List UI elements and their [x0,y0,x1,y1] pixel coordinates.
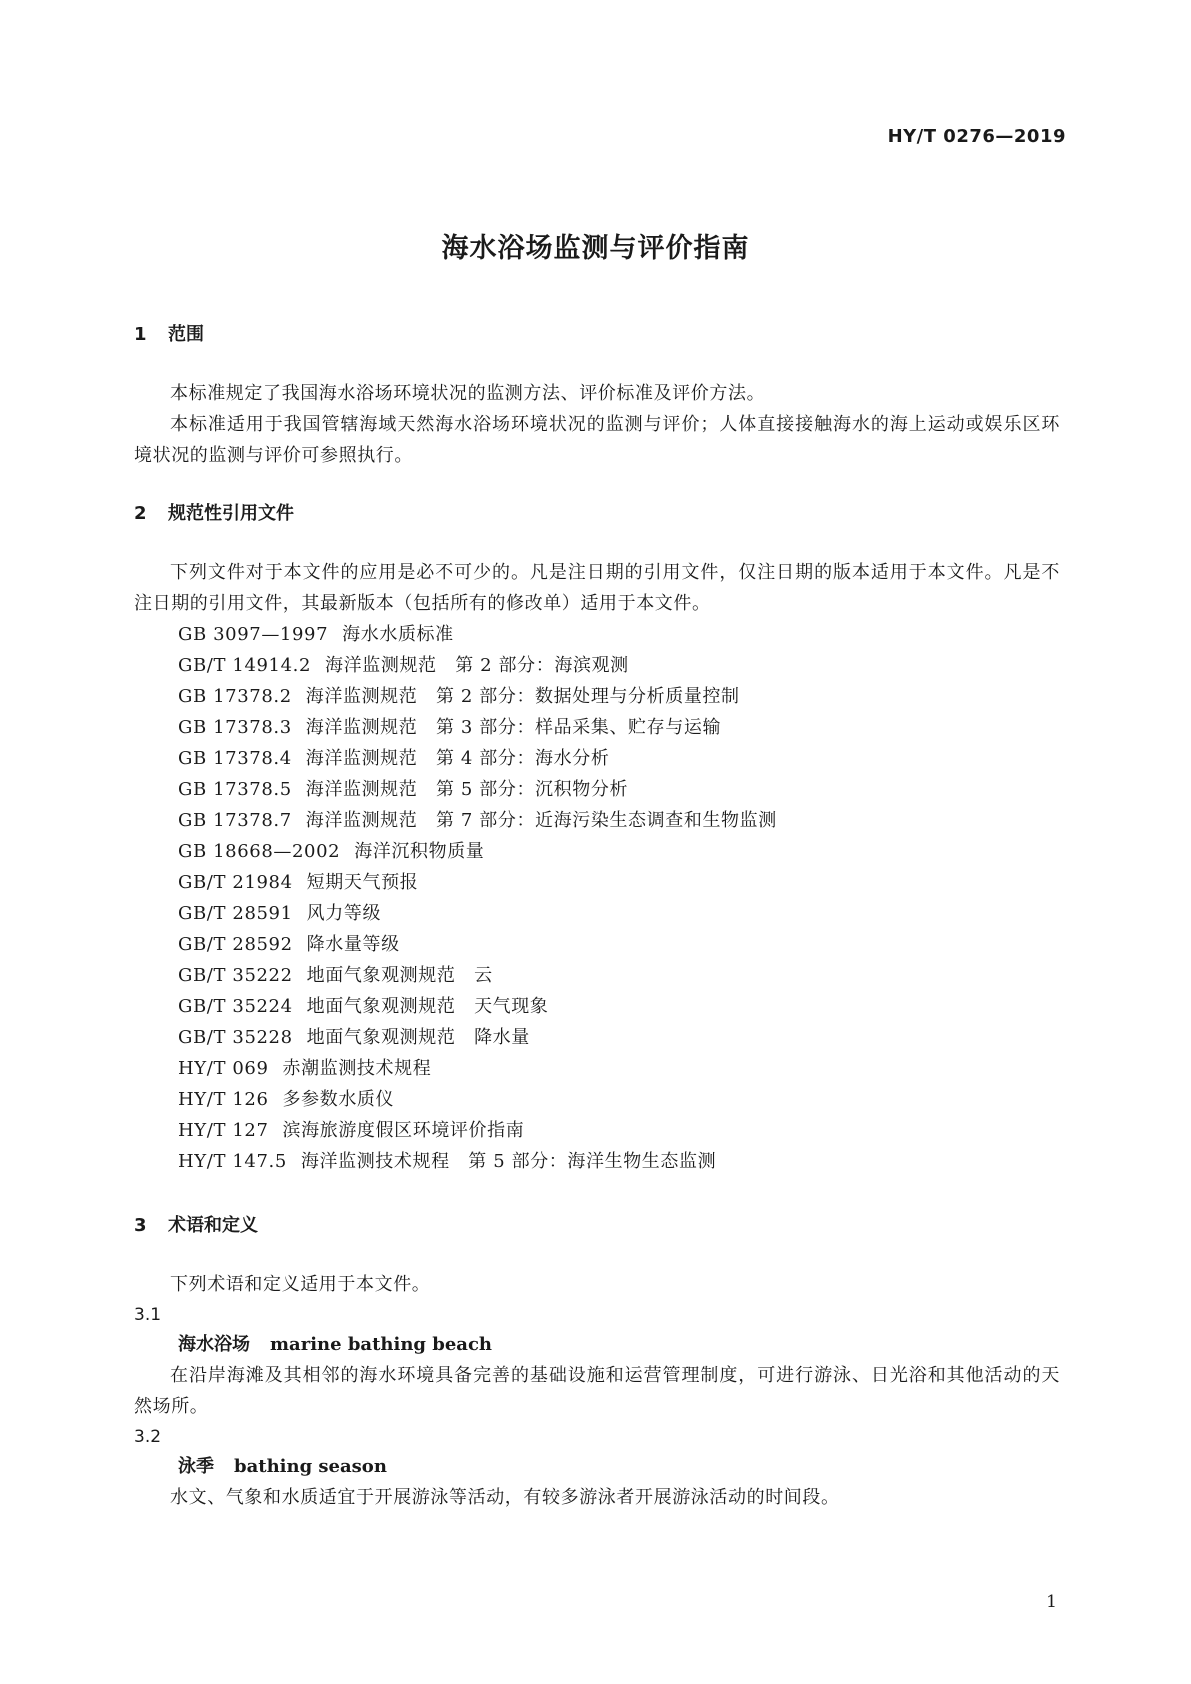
section-title: 规范性引用文件 [168,503,294,524]
section-heading-terms-and-definitions [134,1211,1060,1241]
reference-item [178,867,1060,898]
section-title: 术语和定义 [168,1215,258,1236]
reference-title: 海洋监测规范 第 2 部分：海滨观测 [325,655,629,676]
reference-item [178,1022,1060,1053]
reference-item [178,743,1060,774]
reference-code: GB/T 21984 [178,872,293,893]
reference-title: 海洋沉积物质量 [354,841,485,862]
reference-title: 海洋监测规范 第 3 部分：样品采集、贮存与运输 [305,717,722,738]
reference-code: GB/T 35224 [178,996,293,1017]
reference-title: 地面气象观测规范 云 [306,965,493,986]
terms-and-definitions [134,1269,1060,1513]
document-title: 海水浴场监测与评价指南 [441,233,750,264]
reference-title: 地面气象观测规范 天气现象 [306,996,549,1017]
reference-code: GB/T 14914.2 [178,655,312,676]
reference-item [178,929,1060,960]
term-number: 3.1 [134,1305,162,1325]
reference-item [178,991,1060,1022]
reference-title: 海洋监测规范 第 7 部分：近海污染生态调查和生物监测 [305,810,777,831]
section-number: 3 [134,1215,147,1236]
paragraph: 下列文件对于本文件的应用是必不可少的。凡是注日期的引用文件，仅注日期的版本适用于本文件。凡是不注日期的引用文件，其最新版本（包括所有的修改单）适用于本文件。 [134,562,1060,614]
reference-code: GB/T 28592 [178,934,293,955]
section-number: 2 [134,503,147,524]
reference-list [134,619,1060,1177]
reference-code: GB 17378.4 [178,748,292,769]
reference-item [178,619,1060,650]
document-body [134,320,1060,1513]
reference-item [178,1115,1060,1146]
reference-code: HY/T 127 [178,1120,269,1141]
reference-title: 地面气象观测规范 降水量 [306,1027,530,1048]
document-code: HY/T 0276—2019 [887,126,1066,147]
reference-code: HY/T 147.5 [178,1151,287,1172]
section-number: 1 [134,324,147,345]
reference-item [178,805,1060,836]
paragraph: 本标准适用于我国管辖海域天然海水浴场环境状况的监测与评价；人体直接接触海水的海上运动或娱乐区环境状况的监测与评价可参照执行。 [134,414,1060,466]
reference-title: 海洋监测规范 第 2 部分：数据处理与分析质量控制 [305,686,740,707]
page-number: 1 [1046,1592,1057,1612]
reference-title: 滨海旅游度假区环境评价指南 [282,1120,525,1141]
reference-item [178,836,1060,867]
reference-item [178,898,1060,929]
reference-title: 降水量等级 [306,934,400,955]
reference-code: GB 17378.5 [178,779,292,800]
reference-title: 海洋监测规范 第 5 部分：沉积物分析 [305,779,629,800]
reference-code: GB 3097—1997 [178,624,329,645]
section-heading-normative-references [134,499,1060,529]
reference-code: HY/T 126 [178,1089,269,1110]
reference-item [178,1146,1060,1177]
term-name-en: marine bathing beach [270,1334,493,1355]
term-name [134,1330,1060,1360]
reference-code: GB/T 35222 [178,965,293,986]
paragraph: 下列术语和定义适用于本文件。 [170,1274,431,1295]
reference-code: HY/T 069 [178,1058,269,1079]
section-title: 范围 [168,324,204,345]
reference-item [178,712,1060,743]
reference-code: GB 17378.7 [178,810,292,831]
reference-code: GB/T 28591 [178,903,293,924]
reference-code: GB 17378.2 [178,686,292,707]
reference-item [178,681,1060,712]
reference-item [178,1084,1060,1115]
reference-title: 海水水质标准 [342,624,454,645]
reference-item [178,1053,1060,1084]
paragraph: 本标准规定了我国海水浴场环境状况的监测方法、评价标准及评价方法。 [170,383,766,404]
reference-item [178,960,1060,991]
reference-item [178,650,1060,681]
reference-title: 多参数水质仪 [282,1089,395,1110]
reference-title: 风力等级 [306,903,382,924]
term-name [134,1452,1060,1482]
reference-title: 海洋监测规范 第 4 部分：海水分析 [305,748,610,769]
term-name-zh: 泳季 [178,1456,214,1477]
term-definition: 水文、气象和水质适宜于开展游泳等活动，有较多游泳者开展游泳活动的时间段。 [170,1487,840,1508]
term-number: 3.2 [134,1427,162,1447]
scope-paragraphs [134,378,1060,471]
reference-title: 海洋监测技术规程 第 5 部分：海洋生物生态监测 [300,1151,717,1172]
normative-references [134,557,1060,1177]
reference-title: 短期天气预报 [306,872,419,893]
reference-code: GB 17378.3 [178,717,292,738]
term-entry [134,1422,1060,1513]
reference-title: 赤潮监测技术规程 [282,1058,432,1079]
term-entry [134,1300,1060,1422]
section-heading-scope [134,320,1060,350]
term-name-en: bathing season [234,1456,387,1477]
reference-code: GB 18668—2002 [178,841,341,862]
term-name-zh: 海水浴场 [178,1334,250,1355]
reference-code: GB/T 35228 [178,1027,293,1048]
reference-item [178,774,1060,805]
term-definition: 在沿岸海滩及其相邻的海水环境具备完善的基础设施和运营管理制度，可进行游泳、日光浴和其他活动的天然场所。 [134,1365,1060,1417]
